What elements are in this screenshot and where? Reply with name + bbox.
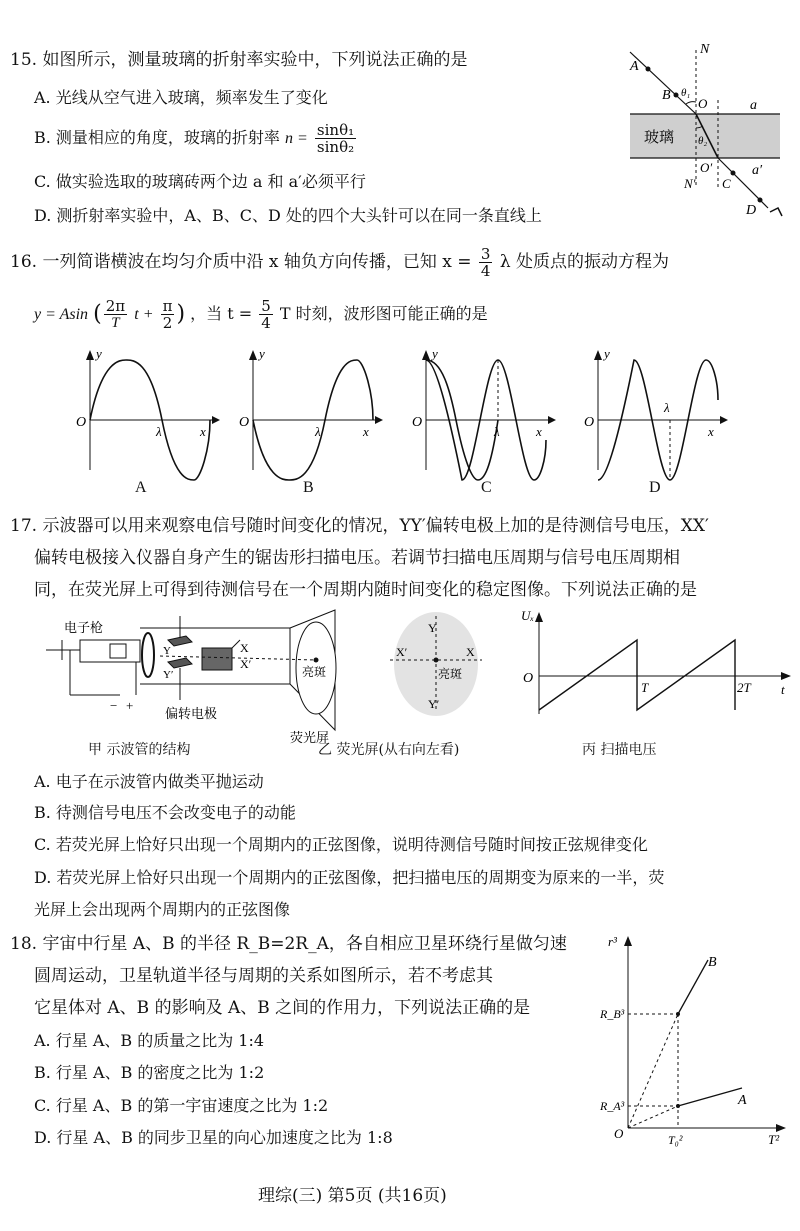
svg-text:O: O [239,415,250,430]
label-n-prime: N′ [684,176,696,191]
label-n: N [700,42,710,57]
graph-label-d: D [649,479,661,496]
svg-text:y: y [259,346,265,361]
svg-text:Y′: Y′ [163,669,174,681]
svg-text:O: O [76,415,87,430]
label-glass: 玻璃 [644,130,675,146]
svg-text:T: T [641,680,649,695]
line-a [678,1088,742,1106]
svg-text:O: O [412,415,423,430]
refraction-figure [600,40,790,230]
pen-icon [770,208,782,216]
svg-text:y: y [96,346,102,361]
graph-label-c: C [481,479,492,496]
x-fraction: $\frac{3}{4}$ [480,245,491,280]
caption-bing: 丙 扫描电压 [582,742,657,758]
label-theta1: θ₁ [681,87,691,99]
q15-option-d: D. 测折射率实验中，A、B、C、D 处的四个大头针可以在同一条直线上 [34,206,542,225]
line-b [678,960,708,1014]
svg-text:x: x [200,424,206,439]
svg-text:X′: X′ [396,645,408,659]
svg-text:O: O [584,415,595,430]
pin-c [731,171,736,176]
svg-text:R_A³: R_A³ [600,1099,625,1113]
q17-line3: 同，在荧光屏上可得到待测信号在一个周期内随时间变化的稳定图像。下列说法正确的是 [34,580,697,600]
svg-text:电子枪: 电子枪 [64,620,104,635]
label-o-prime: O′ [700,160,713,175]
svg-text:−: − [110,698,118,713]
y-plate-bottom [168,658,192,668]
svg-text:T₀²: T₀² [668,1133,683,1147]
t-fraction: $\frac{5}{4}$ [261,297,271,332]
q17-option-d-line2: 光屏上会出现两个周期内的正弦图像 [34,900,291,919]
q18-option-c: C. 行星 A、B 的第一宇宙速度之比为 1:2 [34,1096,329,1115]
svg-text:λ: λ [494,424,500,439]
caption-jia: 甲 示波管的结构 [88,742,191,758]
q17-line1: 17. 示波器可以用来观察电信号随时间变化的情况，YY′偏转电极上加的是待测信号电压，XX′ [10,516,709,536]
q16-equation: y = Asin ( $\frac{2\pi}{T}$ t + $\frac{\pi}{2}$ ) ，当 t = $\frac{5}{4}$ T 时刻，波形图可能正确的是 [34,297,488,332]
q15-option-b: B. 测量相应的角度，玻璃的折射率 n = $\frac{\text{sinθ₁}}{\text{sinθ₂}}$ [34,121,355,156]
label-d: D [746,203,757,218]
sawtooth-line [539,640,735,710]
svg-text:x: x [708,424,714,439]
incident-ray [630,52,696,114]
q18-option-b: B. 行星 A、B 的密度之比为 1:2 [34,1063,265,1082]
q17-option-b: B. 待测信号电压不会改变电子的动能 [34,803,296,822]
label-edge-a: a [750,98,757,113]
q15-stem: 15. 如图所示，测量玻璃的折射率实验中，下列说法正确的是 [10,50,468,70]
label-o: O [698,96,708,111]
q17-option-d-line1: D. 若荧光屏上恰好只出现一个周期内的正弦图像，把扫描电压的周期变为原来的一半，荧 [34,868,665,887]
svg-text:Y: Y [428,621,437,635]
svg-text:T²: T² [768,1132,780,1147]
q17-line2: 偏转电极接入仪器自身产生的锯齿形扫描电压。若调节扫描电压周期与信号电压周期相 [34,548,680,568]
svg-text:B: B [708,955,717,970]
oscilloscope-tube-figure [40,610,370,745]
q17-option-c: C. 若荧光屏上恰好只出现一个周期内的正弦图像，说明待测信号随时间按正弦规律变化 [34,835,648,854]
svg-text:X: X [466,645,475,659]
q15-option-c: C. 做实验选取的玻璃砖两个边 a 和 a′必须平行 [34,172,366,191]
q18-line2: 圆周运动，卫星轨道半径与周期的关系如图所示，若不考虑其 [34,966,493,986]
svg-text:R_B³: R_B³ [600,1007,625,1021]
svg-text:r³: r³ [608,934,617,949]
svg-text:X: X [240,641,249,655]
svg-text:λ: λ [156,424,162,439]
q18-option-d: D. 行星 A、B 的同步卫星的向心加速度之比为 1:8 [34,1128,393,1147]
caption-yi: 乙 荧光屏(从右向左看) [318,742,460,758]
svg-text:λ: λ [664,400,670,415]
q17-option-a: A. 电子在示波管内做类平抛运动 [34,772,264,791]
svg-text:Y′: Y′ [428,697,440,711]
screen-front-view [390,612,500,732]
svg-text:O: O [614,1126,624,1141]
svg-text:Y: Y [163,645,171,657]
svg-text:+: + [126,698,134,713]
svg-text:亮斑: 亮斑 [438,667,463,681]
svg-text:2T: 2T [737,680,751,695]
svg-text:y: y [604,346,610,361]
graph-label-b: B [303,479,314,496]
svg-text:λ: λ [315,424,321,439]
label-a: A [630,59,639,74]
q18-option-a: A. 行星 A、B 的质量之比为 1:4 [34,1031,265,1050]
pin-d [758,198,763,203]
refraction-fraction: $\frac{\text{sinθ₁}}{\text{sinθ₂}}$ [316,121,355,156]
svg-text:t: t [781,682,785,697]
svg-text:X′: X′ [240,657,252,671]
x-plates [202,648,232,670]
anode [142,633,154,677]
svg-text:x: x [536,424,542,439]
orbit-graph [600,932,790,1147]
pin-b [674,93,679,98]
page-footer: 理综(三) 第5页 (共16页) [258,1186,447,1206]
label-theta2: θ₂ [698,135,708,147]
svg-text:亮斑: 亮斑 [302,665,327,679]
svg-text:荧光屏: 荧光屏 [290,730,330,745]
label-edge-a-prime: a′ [752,163,763,178]
svg-text:A: A [738,1093,747,1108]
q18-line3: 它星体对 A、B 的影响及 A、B 之间的作用力，下列说法正确的是 [34,998,531,1018]
q16-line1: 16. 一列简谐横波在均匀介质中沿 x 轴负方向传播，已知 x = $\frac{3}{4}$ λ 处质点的振动方程为 [10,245,670,280]
svg-text:y: y [432,346,438,361]
svg-text:O: O [523,671,534,686]
q15-option-a: A. 光线从空气进入玻璃，频率发生了变化 [34,88,328,107]
svg-text:x: x [363,424,369,439]
sawtooth-voltage-figure [515,610,795,720]
svg-text:Uₓ: Uₓ [521,608,535,623]
q18-line1: 18. 宇宙中行星 A、B 的半径 R_B=2R_A，各自相应卫星环绕行星做匀速 [10,934,567,954]
graph-label-a: A [135,479,147,496]
pin-a [646,67,651,72]
svg-text:偏转电极: 偏转电极 [165,706,218,721]
label-b: B [662,88,671,103]
label-c: C [722,176,731,191]
